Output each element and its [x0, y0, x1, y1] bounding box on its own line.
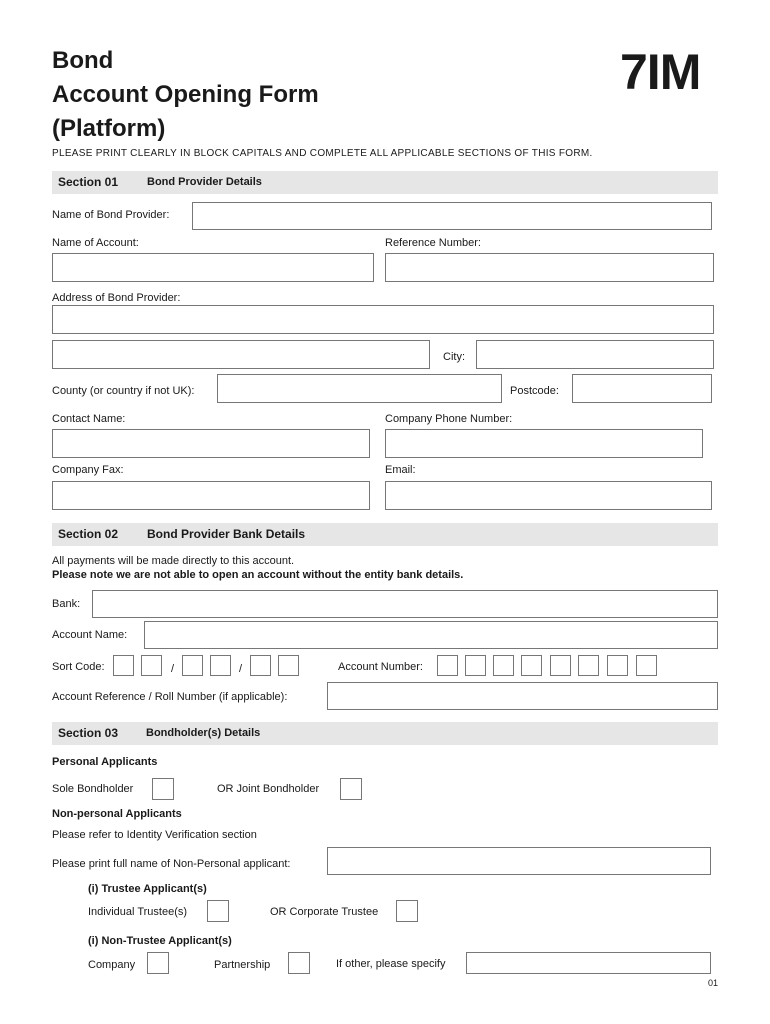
- section-01-header: [52, 171, 718, 194]
- address-line-1-field[interactable]: [52, 305, 714, 334]
- individual-trustee-label: Individual Trustee(s): [88, 906, 188, 918]
- title-line-3: (Platform): [52, 115, 166, 142]
- county-label: County (or country if not UK):: [52, 385, 195, 397]
- account-reference-label: Account Reference / Roll Number (if applicable):: [52, 691, 288, 703]
- sole-bondholder-checkbox[interactable]: [152, 778, 174, 800]
- account-number-digit-1[interactable]: [437, 655, 458, 676]
- address-label: Address of Bond Provider:: [52, 292, 181, 304]
- partnership-label: Partnership: [214, 959, 271, 971]
- account-number-label: Account Number:: [338, 661, 423, 673]
- account-reference-field[interactable]: [327, 682, 718, 710]
- company-fax-label: Company Fax:: [52, 464, 124, 476]
- section-01-title: Bond Provider Details: [147, 176, 262, 188]
- city-field[interactable]: [476, 340, 714, 369]
- company-phone-field[interactable]: [385, 429, 703, 458]
- section-03-header: [52, 722, 718, 745]
- brand-logo: 7IM: [620, 44, 701, 100]
- email-field[interactable]: [385, 481, 712, 510]
- city-label: City:: [443, 351, 465, 363]
- account-number-digit-3[interactable]: [493, 655, 514, 676]
- account-name-label: Name of Account:: [52, 237, 139, 249]
- bank-account-name-field[interactable]: [144, 621, 718, 649]
- joint-bondholder-label: OR Joint Bondholder: [217, 783, 320, 795]
- reference-number-field[interactable]: [385, 253, 714, 282]
- corporate-trustee-checkbox[interactable]: [396, 900, 418, 922]
- address-line-2-field[interactable]: [52, 340, 430, 369]
- sort-code-digit-4[interactable]: [210, 655, 231, 676]
- form-instruction: PLEASE PRINT CLEARLY IN BLOCK CAPITALS AND COMPLETE ALL APPLICABLE SECTIONS OF THIS FORM.: [52, 148, 593, 159]
- company-label: Company: [88, 959, 136, 971]
- payment-note: All payments will be made directly to this account.: [52, 555, 295, 567]
- section-02-header: [52, 523, 718, 546]
- personal-applicants-heading: Personal Applicants: [52, 756, 158, 768]
- account-name-field[interactable]: [52, 253, 374, 282]
- corporate-trustee-label: OR Corporate Trustee: [270, 906, 379, 918]
- nontrustee-applicants-heading: (i) Non-Trustee Applicant(s): [88, 935, 232, 947]
- account-number-digit-7[interactable]: [607, 655, 628, 676]
- sort-code-separator: /: [239, 663, 243, 675]
- page-title: [52, 44, 319, 146]
- company-phone-label: Company Phone Number:: [385, 413, 513, 425]
- postcode-label: Postcode:: [510, 385, 559, 397]
- sort-code-digit-5[interactable]: [250, 655, 271, 676]
- page-number: 01: [707, 978, 718, 988]
- title-line-2: Account Opening Form: [52, 81, 319, 108]
- account-number-digit-4[interactable]: [521, 655, 542, 676]
- account-number-digit-6[interactable]: [578, 655, 599, 676]
- section-03-title: Bondholder(s) Details: [146, 727, 261, 739]
- trustee-applicants-heading: (i) Trustee Applicant(s): [88, 883, 207, 895]
- nonpersonal-name-field[interactable]: [327, 847, 711, 875]
- company-fax-field[interactable]: [52, 481, 370, 510]
- sort-code-digit-3[interactable]: [182, 655, 203, 676]
- contact-name-field[interactable]: [52, 429, 370, 458]
- bond-provider-name-label: Name of Bond Provider:: [52, 209, 170, 221]
- section-02-title: Bond Provider Bank Details: [147, 527, 306, 541]
- sort-code-separator: /: [171, 663, 175, 675]
- county-field[interactable]: [217, 374, 502, 403]
- individual-trustee-checkbox[interactable]: [207, 900, 229, 922]
- partnership-checkbox[interactable]: [288, 952, 310, 974]
- identity-verification-note: Please refer to Identity Verification section: [52, 829, 257, 841]
- title-line-1: Bond: [52, 47, 114, 74]
- other-specify-label: If other, please specify: [336, 958, 446, 970]
- bank-field[interactable]: [92, 590, 718, 618]
- sort-code-label: Sort Code:: [52, 661, 105, 673]
- section-03-number: Section 03: [58, 726, 119, 740]
- sort-code-digit-6[interactable]: [278, 655, 299, 676]
- account-number-digit-2[interactable]: [465, 655, 486, 676]
- bond-provider-name-field[interactable]: [192, 202, 712, 230]
- bank-label: Bank:: [52, 598, 81, 610]
- joint-bondholder-checkbox[interactable]: [340, 778, 362, 800]
- other-specify-field[interactable]: [466, 952, 711, 974]
- reference-number-label: Reference Number:: [385, 237, 481, 249]
- account-name-bank-label: Account Name:: [52, 629, 128, 641]
- company-checkbox[interactable]: [147, 952, 169, 974]
- section-01-number: Section 01: [58, 175, 119, 189]
- account-number-digit-8[interactable]: [636, 655, 657, 676]
- section-02-number: Section 02: [58, 527, 119, 541]
- email-label: Email:: [385, 464, 416, 476]
- sort-code-digit-2[interactable]: [141, 655, 162, 676]
- sole-bondholder-label: Sole Bondholder: [52, 783, 134, 795]
- bank-details-warning: Please note we are not able to open an account without the entity bank details.: [52, 569, 464, 581]
- nonpersonal-applicants-heading: Non-personal Applicants: [52, 808, 182, 820]
- account-number-digit-5[interactable]: [550, 655, 571, 676]
- contact-name-label: Contact Name:: [52, 413, 126, 425]
- sort-code-digit-1[interactable]: [113, 655, 134, 676]
- nonpersonal-name-label: Please print full name of Non-Personal applicant:: [52, 858, 291, 870]
- postcode-field[interactable]: [572, 374, 712, 403]
